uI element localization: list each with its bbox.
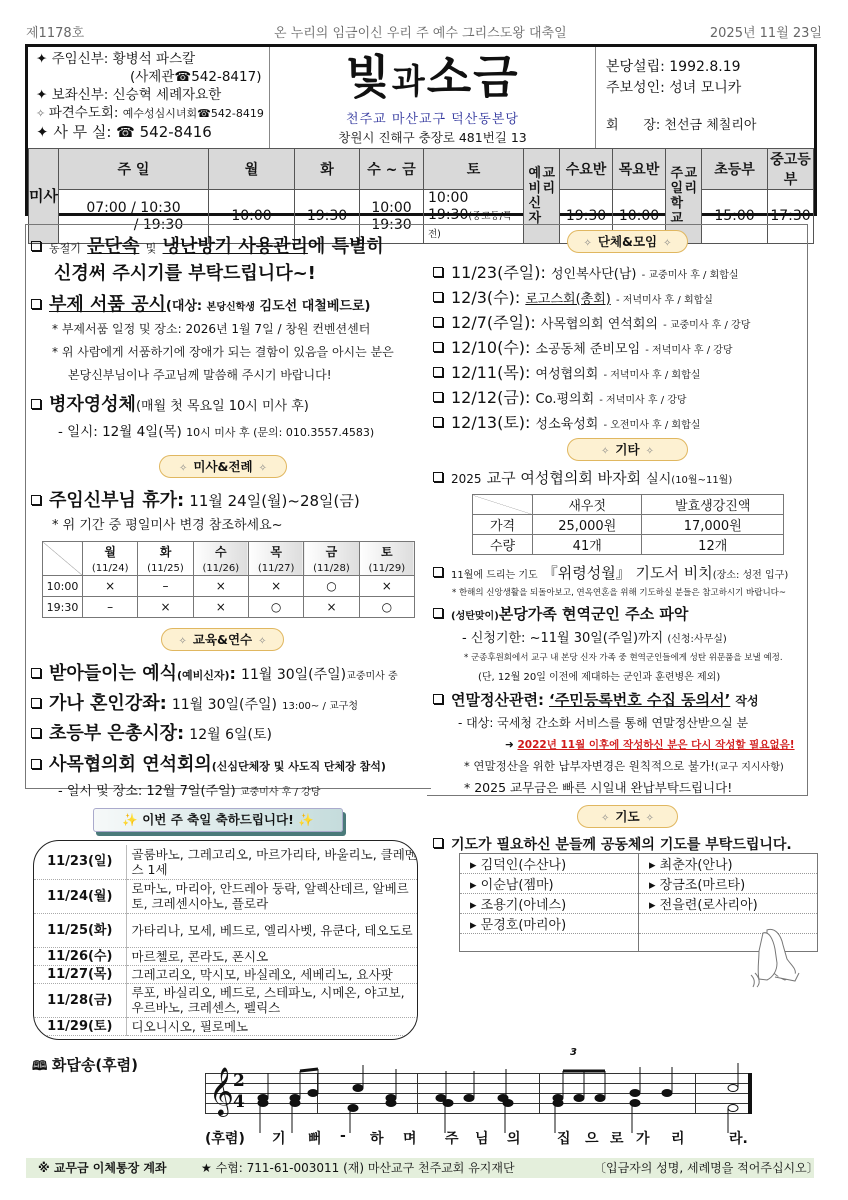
notice-text: 2022년 11월 이후에 작성하신 분은 다시 작성할 필요없음!: [517, 739, 795, 751]
date: (11/24): [91, 563, 129, 574]
notice-text: 10시 미사 후 (문의: 010.3557.4583): [186, 426, 375, 439]
issue-number: 제1178호: [26, 26, 85, 41]
notice-text: 11월 30일(주일): [171, 697, 277, 713]
notice-prayer-book: [433, 562, 788, 583]
section-prayer: [577, 805, 678, 828]
lyric: 으: [585, 1131, 599, 1147]
lyric: 님: [475, 1131, 489, 1147]
diamond-icon: ✧: [179, 463, 188, 474]
diamond-icon: ✧: [36, 107, 49, 120]
prayer-name: ▸ 전을련(로사리아): [639, 894, 818, 914]
wed-class-time: 19:30: [560, 190, 613, 244]
diamond-icon: ✧: [258, 636, 267, 647]
checkbox-icon: [433, 417, 443, 427]
sunday-time-b: / 19:30: [133, 216, 184, 233]
checkbox-icon: [31, 698, 41, 708]
notice-title: 기도가 필요하신 분들께 공동체의 기도를 부탁드립니다.: [451, 837, 792, 853]
notice-marriage: [31, 689, 358, 715]
day-header: [304, 542, 359, 576]
tax-red-note: [505, 737, 795, 752]
time-top: 2: [233, 1071, 245, 1091]
mon-time: 10:00: [209, 190, 295, 244]
psalm-heading: [32, 1054, 138, 1079]
notice-text: (성탄맞이): [451, 611, 499, 622]
sisters-label: 파견수도회:: [48, 105, 119, 121]
group-date: 12/13(토):: [451, 413, 531, 432]
cell: 25,000원: [533, 515, 642, 535]
header-thu-class: 목요반: [613, 149, 666, 190]
prayer-name: ▸ 문경호(마리아): [460, 914, 639, 934]
vacation-note: * 위 기간 중 평일미사 변경 참조하세요~: [52, 518, 283, 533]
lyric: 뻐: [308, 1131, 322, 1147]
date: (11/28): [313, 563, 350, 574]
office-phone: 사 무 실: ☎ 542-8416: [53, 123, 212, 141]
diamond-icon: ✧: [601, 813, 610, 824]
lyric: 하: [370, 1131, 384, 1147]
cell: 17,000원: [642, 515, 784, 535]
status-cell: ○: [248, 597, 303, 618]
header-sunday: 주 일: [59, 149, 209, 190]
notice-military: [433, 603, 688, 624]
corner-cell: [473, 495, 533, 515]
group-detail: - 저녁미사 후 / 강당: [599, 395, 687, 406]
group-detail: - 교중미사 후 / 회합실: [641, 270, 739, 281]
group-detail: - 교중미사 후 / 강당: [663, 320, 751, 331]
group-item: [433, 285, 713, 308]
bulletin-topline: [26, 22, 822, 42]
notice-text: 및: [145, 242, 157, 255]
status-cell: ×: [304, 597, 359, 618]
prayer-name: ▸ 이순남(젬마): [460, 874, 639, 894]
group-item: [433, 335, 733, 358]
diamond-icon: ✧: [645, 813, 654, 824]
group-name: 성소육성회: [535, 417, 599, 432]
notice-text: 13:00~ / 교구청: [282, 701, 358, 712]
bank-account: ★ 수협: 711-61-003011 (재) 마산교구 천주교회 유지재단: [201, 1161, 515, 1175]
time: 19:30: [428, 207, 469, 223]
sparkle-icon: ✦: [36, 87, 52, 103]
notice-text: (장소: 성전 입구): [712, 570, 789, 581]
notice-text: 12월 6일(토): [189, 727, 272, 743]
lyric: 라.: [729, 1131, 748, 1147]
header-wed-fri: 수 ~ 금: [360, 149, 424, 190]
founded-date: 본당설립: 1992.8.19: [606, 59, 741, 75]
feast-days-box: [33, 840, 418, 1040]
notice-text: 교중미사 후 / 강당: [239, 787, 321, 798]
section-title: 단체&모임: [597, 234, 658, 249]
notice-text: - 일시 및 장소: 12월 7일(주일): [58, 784, 236, 799]
notice-text: 냉난방기 사용관리: [162, 236, 308, 257]
notice-title: 부제 서품 공시: [49, 294, 166, 315]
section-title: 기도: [615, 809, 640, 824]
notice-tax: [433, 689, 759, 710]
checkbox-icon: [433, 267, 443, 277]
group-name: 여성협의회: [535, 367, 599, 382]
prayer-name: ▸ 김덕인(수산나): [460, 854, 639, 874]
col-header: 새우젓: [533, 495, 642, 515]
checkbox-icon: [31, 668, 41, 678]
feast-title: 온 누리의 임금이신 우리 주 예수 그리스도왕 대축일: [274, 26, 567, 41]
notice-title: ‘주민등록번호 수집 동의서’: [549, 691, 731, 709]
feast-date: 11/29(토): [34, 1017, 126, 1035]
checkbox-icon: [31, 299, 41, 309]
notice-text: 교중미사 중: [346, 671, 398, 682]
psalm-lyrics: [205, 1128, 765, 1150]
day-header: [248, 542, 303, 576]
parish-name: 천주교 마산교구 덕산동본당: [346, 112, 519, 127]
group-item: [433, 385, 687, 408]
notice-text: - 일시: 12월 4일(목): [58, 424, 182, 440]
sunday-school-label-a: 주일학교: [670, 166, 684, 226]
day: 금: [325, 545, 338, 559]
status-cell: ×: [193, 576, 248, 597]
diamond-icon: ✧: [258, 463, 267, 474]
notice-text: (10월~11월): [671, 475, 733, 486]
sunday-school-label-b: 교리: [684, 166, 698, 196]
notice-title: 사목협의회 연석회의: [49, 754, 212, 775]
military-deadline: [462, 627, 727, 646]
notice-title: 주임신부님 휴가:: [49, 490, 185, 511]
notice-title: 연말정산관련:: [451, 691, 544, 709]
checkbox-icon: [31, 495, 41, 505]
mass-label: 미사: [29, 149, 59, 244]
triplet-mark: 3: [570, 1047, 577, 1058]
group-detail: - 저녁미사 후 / 회합실: [603, 370, 701, 381]
feast-names: 그레고리오, 막시모, 바실레오, 세베리노, 요사팟: [126, 965, 417, 983]
notice-text: 11월 24일(월)~28일(금): [189, 492, 360, 510]
checkbox-icon: [433, 567, 443, 577]
section-title: 교육&연수: [192, 632, 253, 647]
lyric: 가: [636, 1131, 650, 1147]
tax-note: [464, 758, 784, 774]
checkbox-icon: [433, 838, 443, 848]
notice-text: (대상:: [165, 299, 203, 314]
notice-text: (예비신자): [176, 669, 230, 682]
group-detail: - 저녁미사 후 / 회합실: [615, 295, 713, 306]
parish-info: [595, 47, 814, 148]
notice-title: 본당가족 현역군인 주소 파악: [498, 605, 689, 623]
time-cell: 10:00: [43, 576, 83, 597]
section-education: [161, 628, 284, 651]
status-cell: ×: [138, 597, 193, 618]
header-mon: 월: [209, 149, 295, 190]
day-header: [138, 542, 193, 576]
status-cell: ○: [304, 576, 359, 597]
notice-text: 작성: [735, 694, 759, 708]
notice-text: 김도선 대철베드로): [259, 299, 371, 314]
day: 화: [159, 545, 172, 559]
feast-table: [34, 845, 417, 1036]
header-sat: 토: [424, 149, 524, 190]
lyric: 리: [671, 1131, 685, 1147]
date: (11/26): [202, 563, 240, 574]
notice-text: (교구 지시사항): [714, 762, 784, 773]
masthead: [270, 47, 595, 148]
military-note: (단, 12월 20일 이전에 제대하는 군인과 훈련병은 제외): [478, 672, 721, 683]
group-item: [433, 260, 739, 283]
day: 목: [270, 545, 282, 559]
status-cell: ×: [248, 576, 303, 597]
status-cell: –: [83, 597, 138, 618]
checkbox-icon: [31, 399, 41, 409]
section-title: 미사&전례: [193, 459, 253, 474]
notice-market: [31, 719, 272, 745]
notice-text: (신청:사무실): [667, 634, 727, 645]
group-name: Co.평의회: [535, 392, 595, 407]
group-date: 12/3(수):: [451, 288, 521, 307]
date: (11/25): [147, 563, 184, 574]
feast-date: 11/28(금): [34, 983, 126, 1017]
prayer-name: [460, 934, 639, 952]
lyric: 기: [272, 1131, 286, 1147]
notice-council: [31, 750, 386, 776]
tax-note: * 2025 교무금은 빠른 시일내 완납부탁드립니다!: [464, 780, 733, 795]
feast-names: 로마노, 마리아, 안드레아 둥락, 알렉산데르, 알베르토, 크레센시아노, 플로라: [126, 879, 417, 913]
notice-text: 2025: [451, 472, 482, 486]
notice-text: 문단속: [87, 236, 140, 257]
corner-cell: [43, 542, 83, 576]
notice-title: 교구 여성협의회 바자회: [486, 469, 642, 487]
notice-pre: 동절기: [49, 242, 81, 255]
notice-title: 병자영성체: [49, 394, 136, 415]
diamond-icon: ✧: [601, 446, 610, 457]
day: 수: [215, 545, 227, 559]
group-item: [433, 310, 750, 333]
sat-note: (중고등/특전): [428, 211, 512, 240]
col-header: 발효생강진액: [642, 495, 784, 515]
notice-text: :: [229, 664, 236, 683]
clergy-info: [28, 47, 270, 148]
logo-part: 소금: [426, 50, 520, 104]
thu-class-time: 10:00: [613, 190, 666, 244]
star-icon: ✦: [36, 123, 54, 141]
logo-part: 빛: [345, 50, 392, 104]
date: (11/27): [257, 563, 295, 574]
arrow-icon: ➜: [505, 739, 518, 751]
feast-date: 11/26(수): [34, 947, 126, 965]
prayer-name: ▸ 최춘자(안나): [639, 854, 818, 874]
day: 월: [104, 545, 116, 559]
notice-text: 11월 30일(주일): [241, 667, 347, 683]
council-president: 회 장: 천선금 체칠리아: [606, 118, 757, 133]
notice-ordination: [31, 290, 370, 316]
notice-title: 『위령성월』 기도서 비치: [542, 564, 713, 582]
section-etc: [567, 438, 688, 461]
status-cell: ○: [359, 597, 414, 618]
diamond-icon: ✧: [663, 238, 672, 249]
middle-high-time: 17:30: [768, 190, 814, 244]
lyric: 며: [403, 1131, 417, 1147]
diamond-icon: ✧: [583, 238, 592, 249]
lyric: 집: [557, 1131, 571, 1147]
tax-target: - 대상: 국세청 간소화 서비스를 통해 연말정산받으실 분: [458, 716, 749, 730]
notice-text: * 연말정산을 위한 납부자변경은 원칙적으로 불가!: [464, 759, 715, 773]
catechumen-label-a: 예비신자: [528, 166, 542, 226]
section-title: 기타: [615, 442, 640, 457]
rectory-phone: (사제관☎542-8417): [130, 69, 262, 85]
notice-text: 본당신학생: [206, 302, 255, 313]
notice-title: 받아들이는 예식: [49, 663, 177, 684]
notice-communion: [31, 390, 309, 416]
book-icon: 🕮: [32, 1059, 52, 1074]
notice-title: 초등부 은총시장:: [49, 723, 185, 744]
time: 10:00: [428, 190, 469, 206]
prayer-name: ▸ 조용기(아네스): [460, 894, 639, 914]
communion-detail: [58, 420, 374, 440]
catechumen-label-b: 교리: [542, 166, 556, 196]
feast-date: 11/23(일): [34, 845, 126, 879]
group-name: 소공동체 준비모임: [535, 342, 641, 357]
group-name: 로고스회(총회): [525, 292, 611, 307]
group-date: 11/23(주일):: [451, 263, 546, 282]
day-header: [83, 542, 138, 576]
parish-address: 창원시 진해구 충장로 481번길 13: [338, 130, 527, 145]
time-bottom: 4: [233, 1092, 245, 1112]
header-middle-high: 중고등부: [768, 149, 814, 190]
bulletin-logo: [270, 51, 595, 108]
notice-vacation: [31, 486, 360, 512]
header-tue: 화: [295, 149, 360, 190]
checkbox-icon: [433, 608, 443, 618]
bazaar-table: [472, 494, 784, 555]
weekday-mass-table: [42, 541, 415, 618]
group-detail: - 오전미사 후 / 회합실: [603, 420, 701, 431]
group-date: 12/11(목):: [451, 363, 531, 382]
ordination-detail: * 부제서품 일정 및 장소: 2026년 1월 7일 / 창원 컨벤션센터: [52, 322, 371, 336]
notice-text: (신심단체장 및 사도직 단체장 참석): [211, 760, 386, 773]
notice-winter: [31, 232, 384, 258]
council-detail: [58, 780, 320, 799]
diamond-icon: ✧: [645, 446, 654, 457]
checkbox-icon: [433, 367, 443, 377]
feast-banner: ✨ 이번 주 축일 축하드립니다! ✨: [93, 808, 343, 832]
patron-saint: 주보성인: 성녀 모니카: [606, 80, 742, 96]
pastor-name: 주임신부: 황병석 파스칼: [51, 51, 196, 67]
feast-names: 루포, 바실리오, 베드로, 스테파노, 시메온, 야고보, 우르바노, 크레센스, 펠릭스: [126, 983, 417, 1017]
diamond-icon: ✧: [178, 636, 187, 647]
status-cell: –: [138, 576, 193, 597]
cell: 41개: [533, 535, 642, 555]
feast-names: 마르첼로, 콘라도, 폰시오: [126, 947, 417, 965]
assistant-priest: 보좌신부: 신승혁 세례자요한: [51, 87, 222, 103]
notice-text: - 신청기한: ~11월 30일(주일)까지: [462, 631, 664, 646]
row-label: 가격: [473, 515, 533, 535]
feast-names: 디오니시오, 필로메노: [126, 1017, 417, 1035]
checkbox-icon: [31, 241, 41, 251]
bulletin-date: 2025년 11월 23일: [709, 26, 822, 41]
feast-date: 11/24(월): [34, 879, 126, 913]
row-label: 수량: [473, 535, 533, 555]
footer-label: ※ 교무금 이체통장 계좌: [38, 1161, 167, 1175]
psalm-title: 화답송(후렴): [51, 1056, 139, 1074]
feast-date: 11/25(화): [34, 913, 126, 947]
section-liturgy: [159, 455, 287, 478]
checkbox-icon: [433, 392, 443, 402]
section-groups: [567, 230, 688, 253]
notice-text: 11월에 드리는 기도: [451, 570, 538, 581]
notice-winter-line2: 신경써 주시기를 부탁드립니다~!: [54, 263, 316, 284]
footer-note: 〔입금자의 성명, 세례명을 적어주십시오〕: [594, 1161, 819, 1175]
status-cell: ×: [83, 576, 138, 597]
notice-text: 실시: [646, 472, 672, 487]
feast-names: 가타리나, 모세, 베드로, 엘리사벳, 유쿤다, 테오도로: [126, 913, 417, 947]
checkbox-icon: [31, 759, 41, 769]
notice-text: (매월 첫 목요일 10시 미사 후): [135, 399, 309, 414]
prayer-request: [433, 834, 792, 854]
treble-clef-icon: 𝄞: [209, 1066, 234, 1115]
notice-bazaar: [433, 467, 732, 488]
checkbox-icon: [433, 472, 443, 482]
sparkle-icon: ✦: [36, 51, 52, 67]
elementary-time: 15:00: [702, 190, 768, 244]
sunday-time-a: 07:00 / 10:30: [86, 199, 181, 216]
ordination-detail: 본당신부님이나 주교님께 말씀해 주시기 바랍니다!: [68, 368, 332, 382]
lyric: (후렴): [205, 1131, 245, 1147]
music-staff: [205, 1047, 752, 1121]
status-cell: ×: [193, 597, 248, 618]
prayer-book-note: * 한해의 신앙생활을 되돌아보고, 연옥연혼을 위해 기도하실 분들은 참고하시기 바랍니다~: [452, 588, 786, 598]
logo-part: 과: [391, 62, 427, 102]
group-date: 12/10(수):: [451, 338, 531, 357]
military-note: * 군종후원회에서 교구 내 본당 신자 가족 중 현역군인들에게 성탄 위문품을 보낼 예정.: [464, 653, 783, 663]
time: 10:00: [371, 199, 412, 216]
notice-rite: [31, 659, 398, 685]
checkbox-icon: [31, 728, 41, 738]
cell: 12개: [642, 535, 784, 555]
checkbox-icon: [433, 342, 443, 352]
day-header: [359, 542, 414, 576]
prayer-name: ▸ 장금조(마르타): [639, 874, 818, 894]
bulletin-header: [25, 44, 817, 240]
lyric: 주: [445, 1131, 459, 1147]
day-header: [193, 542, 248, 576]
donation-footer: [26, 1158, 819, 1178]
header-elementary: 초등부: [702, 149, 768, 190]
group-item: [433, 360, 700, 383]
praying-hands-icon: [745, 925, 805, 990]
group-date: 12/12(금):: [451, 388, 531, 407]
lyric: -: [340, 1128, 346, 1144]
notice-text: 에 특별히: [307, 236, 384, 257]
header-wed-class: 수요반: [560, 149, 613, 190]
time: 19:30: [371, 216, 412, 233]
checkbox-icon: [433, 694, 443, 704]
group-name: 성인복사단(남): [551, 267, 637, 282]
group-name: 사목협의회 연석회의: [540, 317, 658, 332]
checkbox-icon: [433, 317, 443, 327]
status-cell: ×: [359, 576, 414, 597]
group-date: 12/7(주일):: [451, 313, 536, 332]
notice-title: 가나 혼인강좌:: [49, 693, 167, 714]
ordination-detail: * 위 사람에게 서품하기에 장애가 되는 결함이 있음을 아시는 분은: [52, 345, 394, 359]
lyric: 로: [610, 1131, 624, 1147]
lyric: 의: [507, 1131, 521, 1147]
group-item: [433, 410, 700, 433]
feast-date: 11/27(목): [34, 965, 126, 983]
group-detail: - 저녁미사 후 / 강당: [645, 345, 733, 356]
time-cell: 19:30: [43, 597, 83, 618]
sisters-phone: 예수성심시녀회☎542-8419: [122, 107, 264, 120]
date: (11/29): [368, 563, 406, 574]
tue-time: 19:30: [295, 190, 360, 244]
checkbox-icon: [433, 292, 443, 302]
feast-names: 골룸바노, 그레고리오, 마르가리타, 바울리노, 클레멘스 1세: [126, 845, 417, 879]
day: 토: [381, 545, 393, 559]
